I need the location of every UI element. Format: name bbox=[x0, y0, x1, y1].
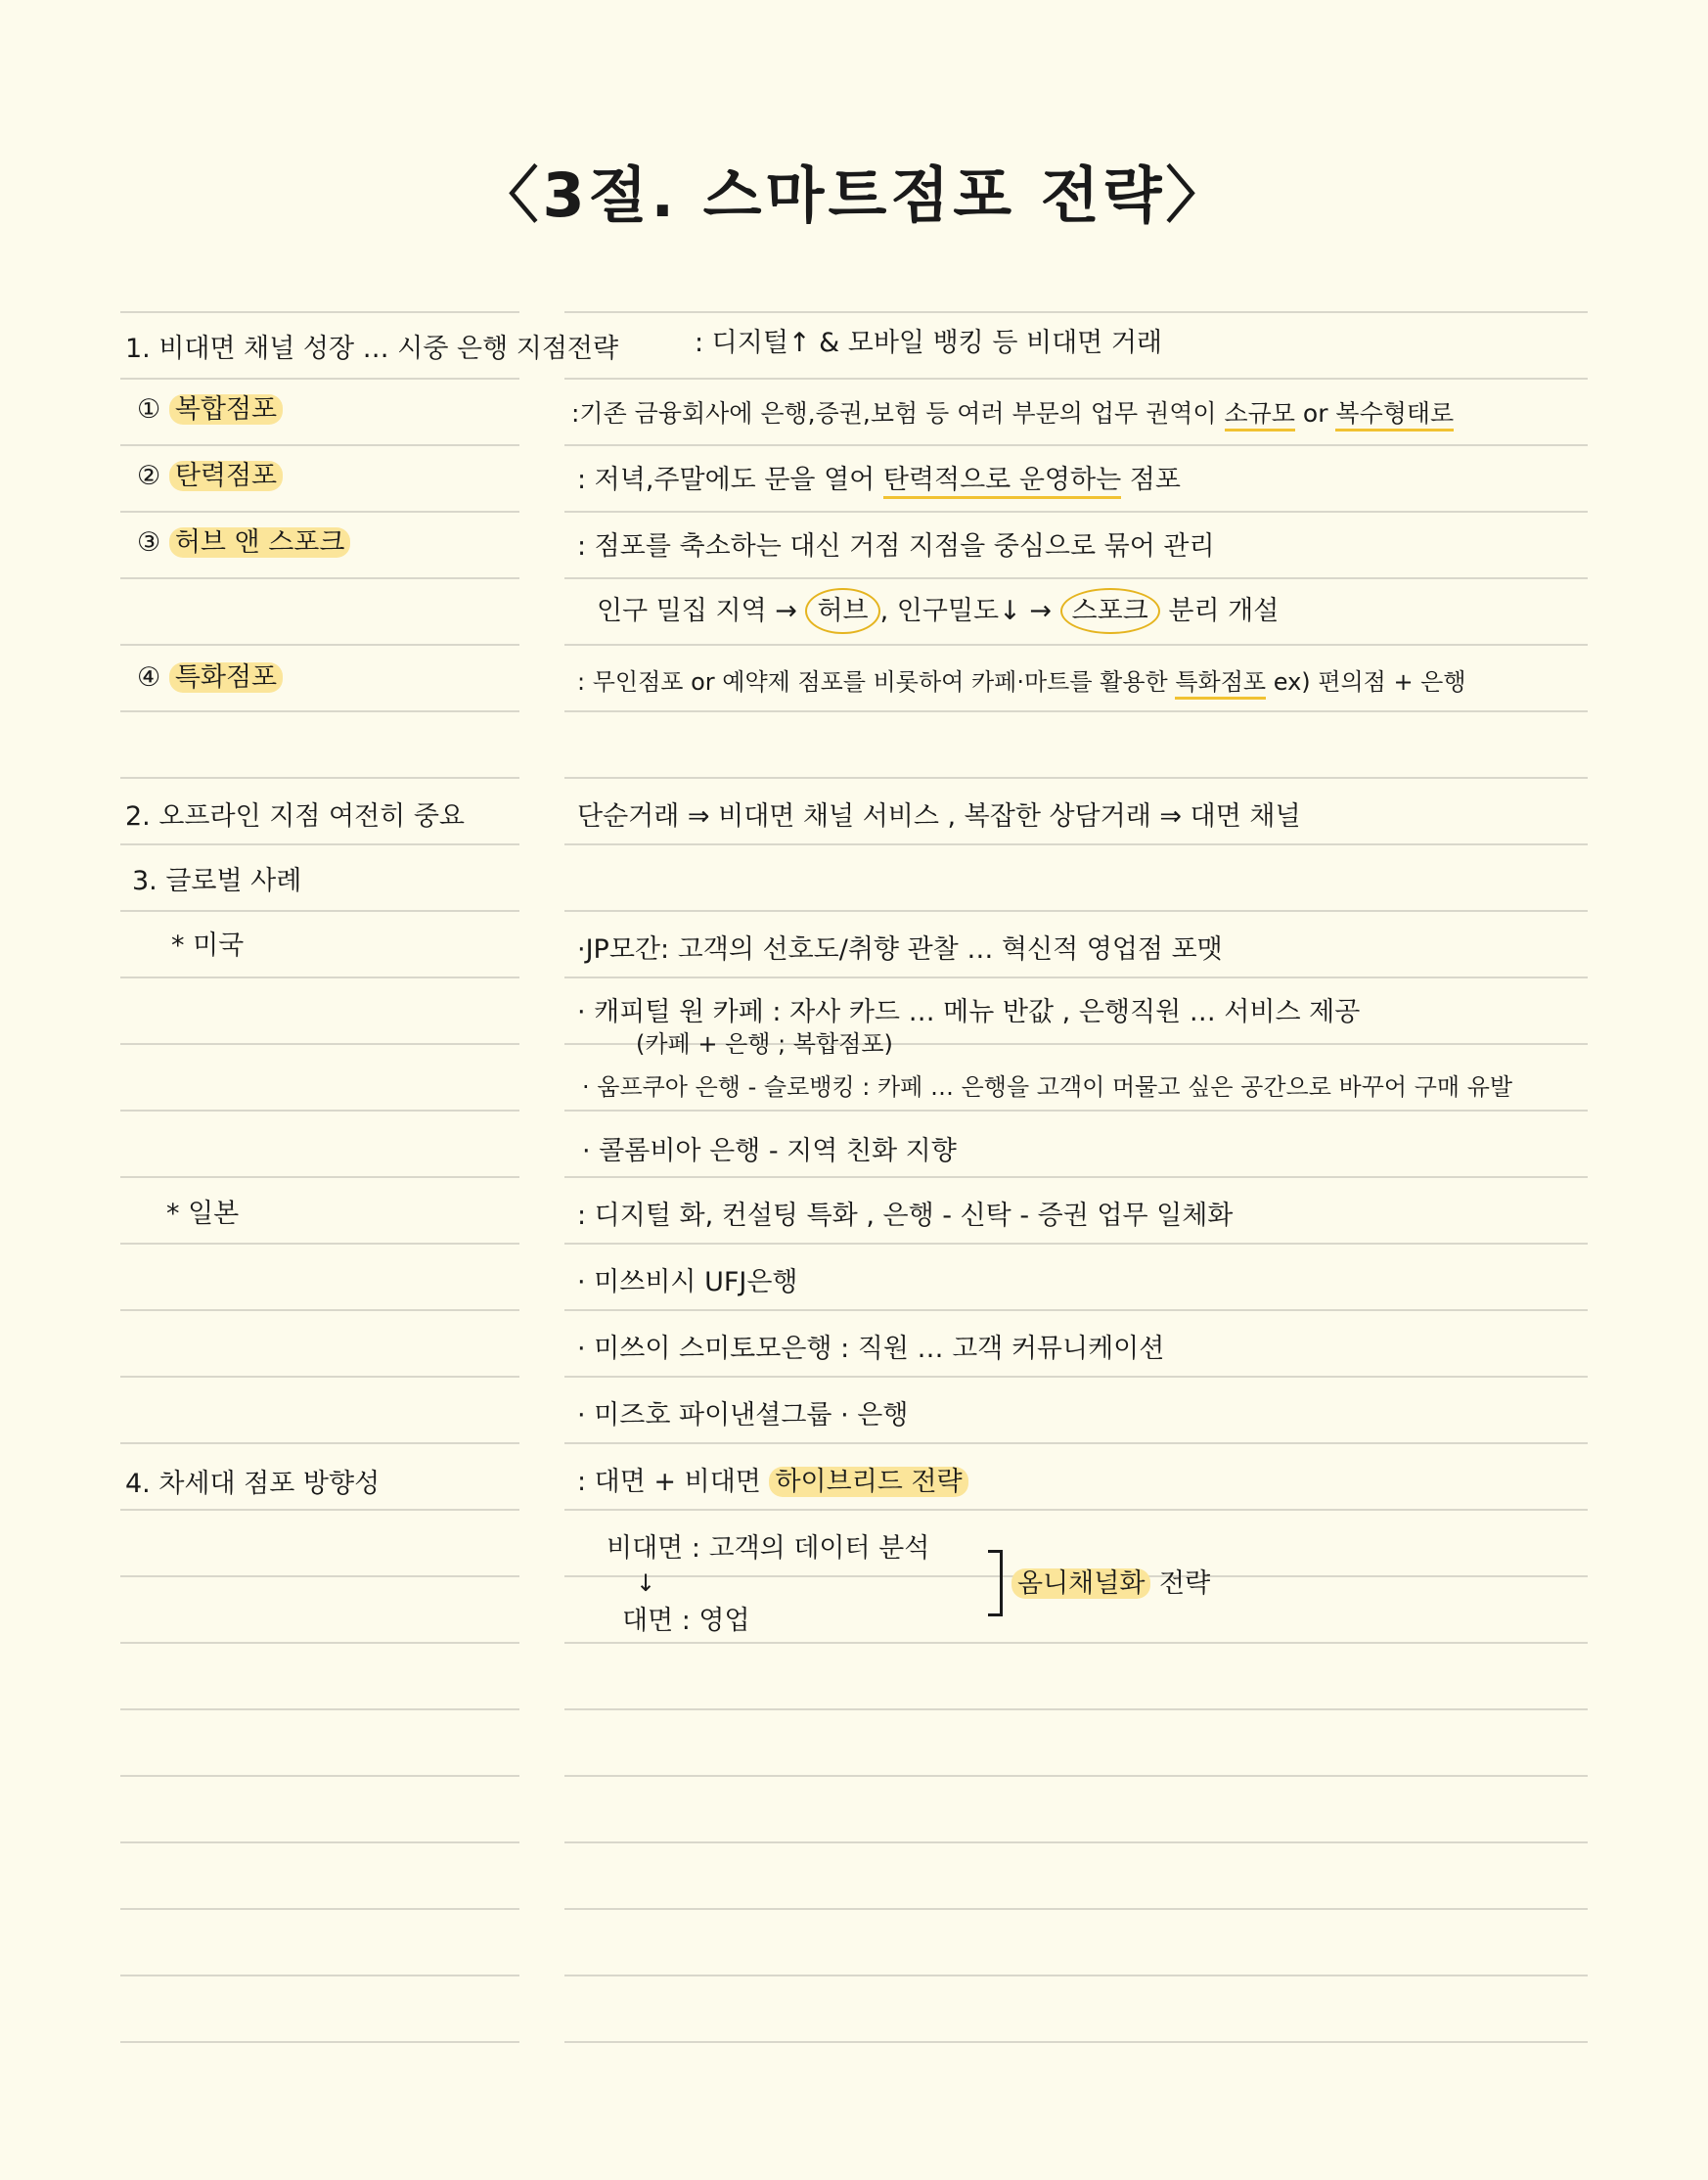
item-3-detail-mid: , 인구밀도↓ → bbox=[879, 596, 1060, 626]
item-4-underline: 특화점포 bbox=[1175, 668, 1266, 700]
item-3-number: ③ bbox=[137, 527, 161, 558]
item-3-desc: : 점포를 축소하는 대신 거점 지점을 중심으로 묶어 관리 bbox=[577, 531, 1215, 562]
item-1-highlight: 복합점포 bbox=[169, 394, 283, 425]
item-1-desc bbox=[571, 397, 1454, 431]
omni-channel-highlight: 옴니채널화 bbox=[1011, 1568, 1150, 1599]
item-1-underline-a: 소규모 bbox=[1225, 399, 1295, 431]
down-arrow-icon: ↓ bbox=[636, 1569, 656, 1597]
item-4-desc bbox=[577, 665, 1466, 699]
item-2-label bbox=[137, 460, 283, 493]
page-title: 〈3절. 스마트점포 전략〉 bbox=[477, 159, 1231, 231]
hybrid-strategy-highlight: 하이브리드 전략 bbox=[769, 1467, 967, 1497]
omni-line-1: 비대면 : 고객의 데이터 분석 bbox=[607, 1533, 930, 1564]
item-2-desc-post: 점포 bbox=[1121, 465, 1181, 495]
usa-case-3: · 움프쿠아 은행 - 슬로뱅킹 : 카페 … 은행을 고객이 머물고 싶은 공간으로 바꾸어 구매 유발 bbox=[582, 1073, 1513, 1101]
item-2-desc-text: : 저녁,주말에도 문을 열어 bbox=[577, 465, 883, 495]
omni-channel-post: 전략 bbox=[1150, 1568, 1211, 1599]
item-1-desc-or: or bbox=[1294, 399, 1336, 428]
japan-case-1: : 디지털 화, 컨설팅 특화 , 은행 - 신탁 - 증권 업무 일체화 bbox=[577, 1201, 1234, 1231]
hub-circled: 허브 bbox=[805, 588, 879, 634]
item-1-underline-b: 복수형태로 bbox=[1335, 399, 1454, 431]
item-2-desc bbox=[577, 464, 1181, 497]
item-1-desc-text: :기존 금융회사에 은행,증권,보험 등 여러 부문의 업무 권역이 bbox=[571, 399, 1225, 428]
item-1-label bbox=[137, 393, 283, 427]
item-2-number: ② bbox=[137, 461, 161, 491]
item-4-highlight: 특화점포 bbox=[169, 662, 283, 693]
item-3-detail-text: 인구 밀집 지역 → bbox=[597, 596, 806, 626]
item-1-number: ① bbox=[137, 394, 161, 425]
item-2-highlight: 탄력점포 bbox=[169, 461, 283, 491]
item-3-highlight: 허브 앤 스포크 bbox=[169, 527, 351, 558]
omni-channel-strategy bbox=[1011, 1567, 1210, 1601]
section-4-note-text: : 대면 + 비대면 bbox=[577, 1467, 770, 1497]
item-3-detail-post: 분리 개설 bbox=[1159, 596, 1280, 626]
japan-case-4: · 미즈호 파이낸셜그룹 · 은행 bbox=[577, 1400, 909, 1431]
section-2-heading: 2. 오프라인 지점 여전히 중요 bbox=[125, 801, 465, 832]
section-4-heading: 4. 차세대 점포 방향성 bbox=[125, 1469, 381, 1499]
bracket-icon bbox=[988, 1550, 1003, 1616]
spoke-circled: 스포크 bbox=[1060, 588, 1160, 634]
usa-case-1: ·JP모간: 고객의 선호도/취향 관찰 … 혁신적 영업점 포맷 bbox=[577, 934, 1223, 965]
omni-line-2: 대면 : 영업 bbox=[622, 1606, 750, 1636]
item-4-number: ④ bbox=[137, 662, 161, 693]
japan-case-2: · 미쓰비시 UFJ은행 bbox=[577, 1267, 798, 1297]
section-1-heading: 1. 비대면 채널 성장 … 시중 은행 지점전략 bbox=[125, 334, 619, 364]
item-4-label bbox=[137, 661, 283, 695]
usa-case-2-sub: (카페 + 은행 ; 복합점포) bbox=[636, 1030, 893, 1058]
section-3-heading: 3. 글로벌 사례 bbox=[132, 866, 302, 896]
item-2-underline: 탄력적으로 운영하는 bbox=[883, 465, 1121, 499]
section-1-note: : 디지털↑ & 모바일 뱅킹 등 비대면 거래 bbox=[695, 328, 1162, 358]
section-4-note bbox=[577, 1466, 968, 1499]
section-2-note: 단순거래 ⇒ 비대면 채널 서비스 , 복잡한 상담거래 ⇒ 대면 채널 bbox=[577, 801, 1301, 832]
item-4-desc-post: ex) 편의점 + 은행 bbox=[1266, 668, 1466, 696]
japan-label: * 일본 bbox=[166, 1199, 240, 1229]
item-4-desc-text: : 무인점포 or 예약제 점포를 비롯하여 카페·마트를 활용한 bbox=[577, 668, 1176, 696]
item-3-label bbox=[137, 526, 350, 560]
japan-case-3: · 미쓰이 스미토모은행 : 직원 … 고객 커뮤니케이션 bbox=[577, 1334, 1165, 1364]
usa-case-2: · 캐피털 원 카페 : 자사 카드 … 메뉴 반값 , 은행직원 … 서비스 제공 bbox=[577, 997, 1361, 1027]
usa-case-4: · 콜롬비아 은행 - 지역 친화 지향 bbox=[582, 1136, 957, 1166]
usa-label: * 미국 bbox=[171, 931, 245, 961]
item-3-detail bbox=[597, 595, 1279, 628]
